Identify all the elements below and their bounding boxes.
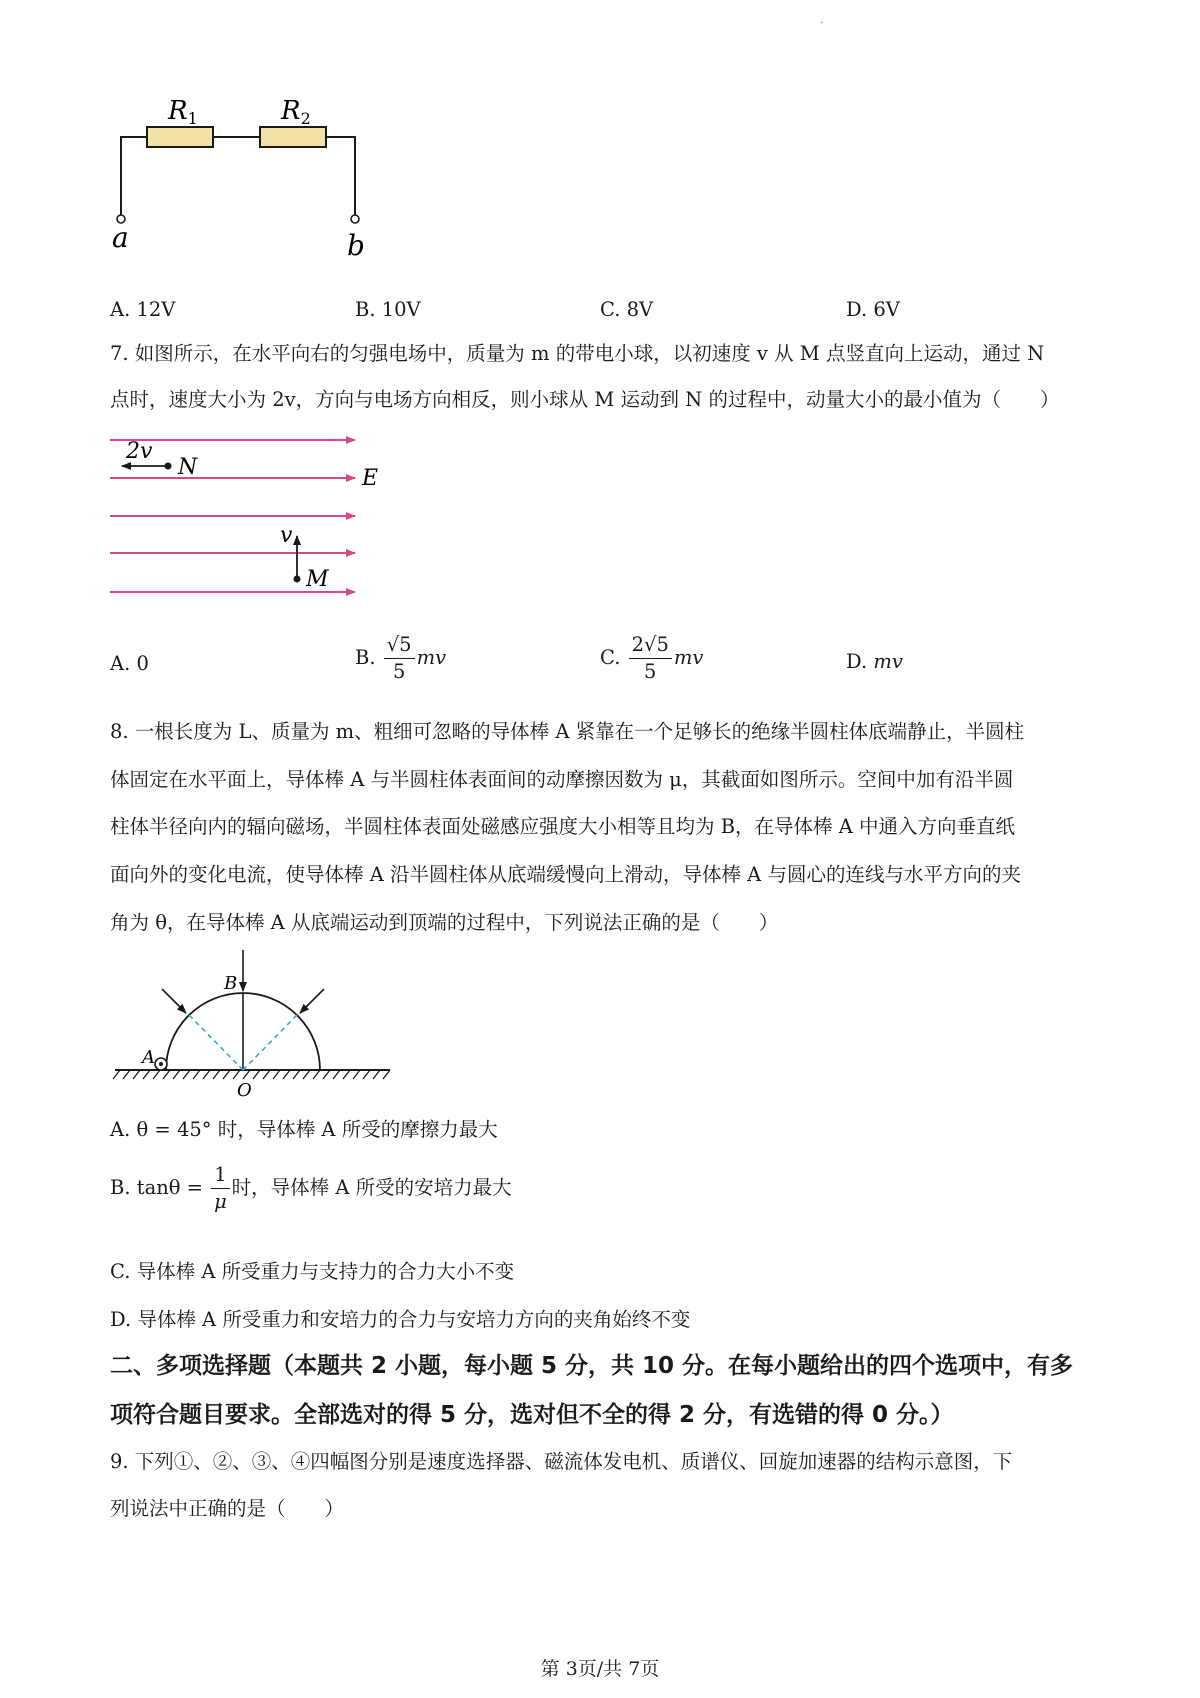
label-a: a (112, 221, 129, 254)
circuit-diagram (100, 95, 400, 270)
label-b: b (347, 229, 365, 262)
q8-line-3: 柱体半径向内的辐向磁场，半圆柱体表面处磁感应强度大小相等且均为 B，在导体棒 A 中通入方向垂直纸 (110, 815, 1016, 838)
q8-line-1: 8. 一根长度为 L、质量为 m、粗细可忽略的导体棒 A 紧靠在一个足够长的绝缘半圆柱体底端静止，半圆柱 (110, 720, 1025, 743)
page-footer: 第 3页/共 7页 (540, 1658, 660, 1680)
section-heading-line-2: 项符合题目要求。全部选对的得 5 分，选对但不全的得 2 分，有选错的得 0 分。） (110, 1402, 954, 1428)
point-m (294, 576, 301, 583)
q8-option-d: D. 导体棒 A 所受重力和安培力的合力与安培力方向的夹角始终不变 (110, 1308, 691, 1331)
label-v: v (280, 523, 293, 548)
q8-option-c: C. 导体棒 A 所受重力与支持力的合力大小不变 (110, 1260, 515, 1283)
label-r2: R2 (281, 96, 311, 128)
q8-line-5: 角为 θ，在导体棒 A 从底端运动到顶端的过程中，下列说法正确的是（ ） (110, 911, 779, 934)
field-arrow-right (300, 989, 324, 1013)
label-e: E (362, 466, 379, 491)
q6-option-c: C. 8V (600, 298, 654, 321)
q7-line-2: 点时，速度大小为 2v，方向与电场方向相反，则小球从 M 运动到 N 的过程中，动量大小的最小值为（ ） (110, 388, 1060, 411)
q8-option-b: B. tanθ = $\frac{1}{\mu}$ 时，导体棒 A 所受的安培力最大 (110, 1163, 512, 1213)
label-2v: 2v (126, 439, 153, 464)
section-heading-line-1: 二、多项选择题（本题共 2 小题，每小题 5 分，共 10 分。在每小题给出的四个选项中，有多 (110, 1353, 1074, 1379)
label-n: N (178, 455, 198, 480)
electric-field-diagram (100, 428, 400, 603)
terminal-b (351, 215, 359, 223)
q7-option-c: C. $\frac{2√5}{5}$ mv (600, 633, 704, 683)
label-a-point: A (142, 1047, 155, 1068)
q8-line-4: 面向外的变化电流，使导体棒 A 沿半圆柱体从底端缓慢向上滑动，导体棒 A 与圆心的连线与水平方向的夹 (110, 863, 1021, 886)
field-arrow-left (162, 989, 186, 1013)
resistor-r2 (260, 127, 326, 147)
q6-option-b: B. 10V (355, 298, 421, 321)
label-m: M (306, 567, 329, 592)
q9-line-2: 列说法中正确的是（ ） (110, 1497, 345, 1520)
q7-option-a: A. 0 (110, 652, 149, 675)
q7-option-d: D. mv (846, 650, 903, 673)
conductor-a-dot (159, 1062, 163, 1066)
q6-option-d: D. 6V (846, 298, 900, 321)
dashed-radius (243, 1015, 297, 1070)
label-o-point: O (237, 1080, 252, 1101)
q8-option-a: A. θ = 45° 时，导体棒 A 所受的摩擦力最大 (110, 1118, 498, 1141)
q8-line-2: 体固定在水平面上，导体棒 A 与半圆柱体表面间的动摩擦因数为 μ，其截面如图所示。空间中加有沿半圆 (110, 768, 1014, 791)
dashed-radius (189, 1015, 243, 1070)
label-b-point: B (224, 973, 238, 994)
q7-option-b: B. $\frac{√5}{5}$ mv (355, 633, 447, 683)
q6-option-a: A. 12V (110, 298, 176, 321)
q9-line-1: 9. 下列①、②、③、④四幅图分别是速度选择器、磁流体发电机、质谱仪、回旋加速器的结构示意图，下 (110, 1450, 1013, 1473)
page-mark: · (820, 18, 824, 29)
label-r1: R1 (168, 96, 198, 128)
point-n (165, 463, 172, 470)
q7-line-1: 7. 如图所示，在水平向右的匀强电场中，质量为 m 的带电小球，以初速度 v 从 M 点竖直向上运动，通过 N (110, 342, 1045, 365)
resistor-r1 (147, 127, 213, 147)
semicylinder-diagram (100, 945, 400, 1105)
